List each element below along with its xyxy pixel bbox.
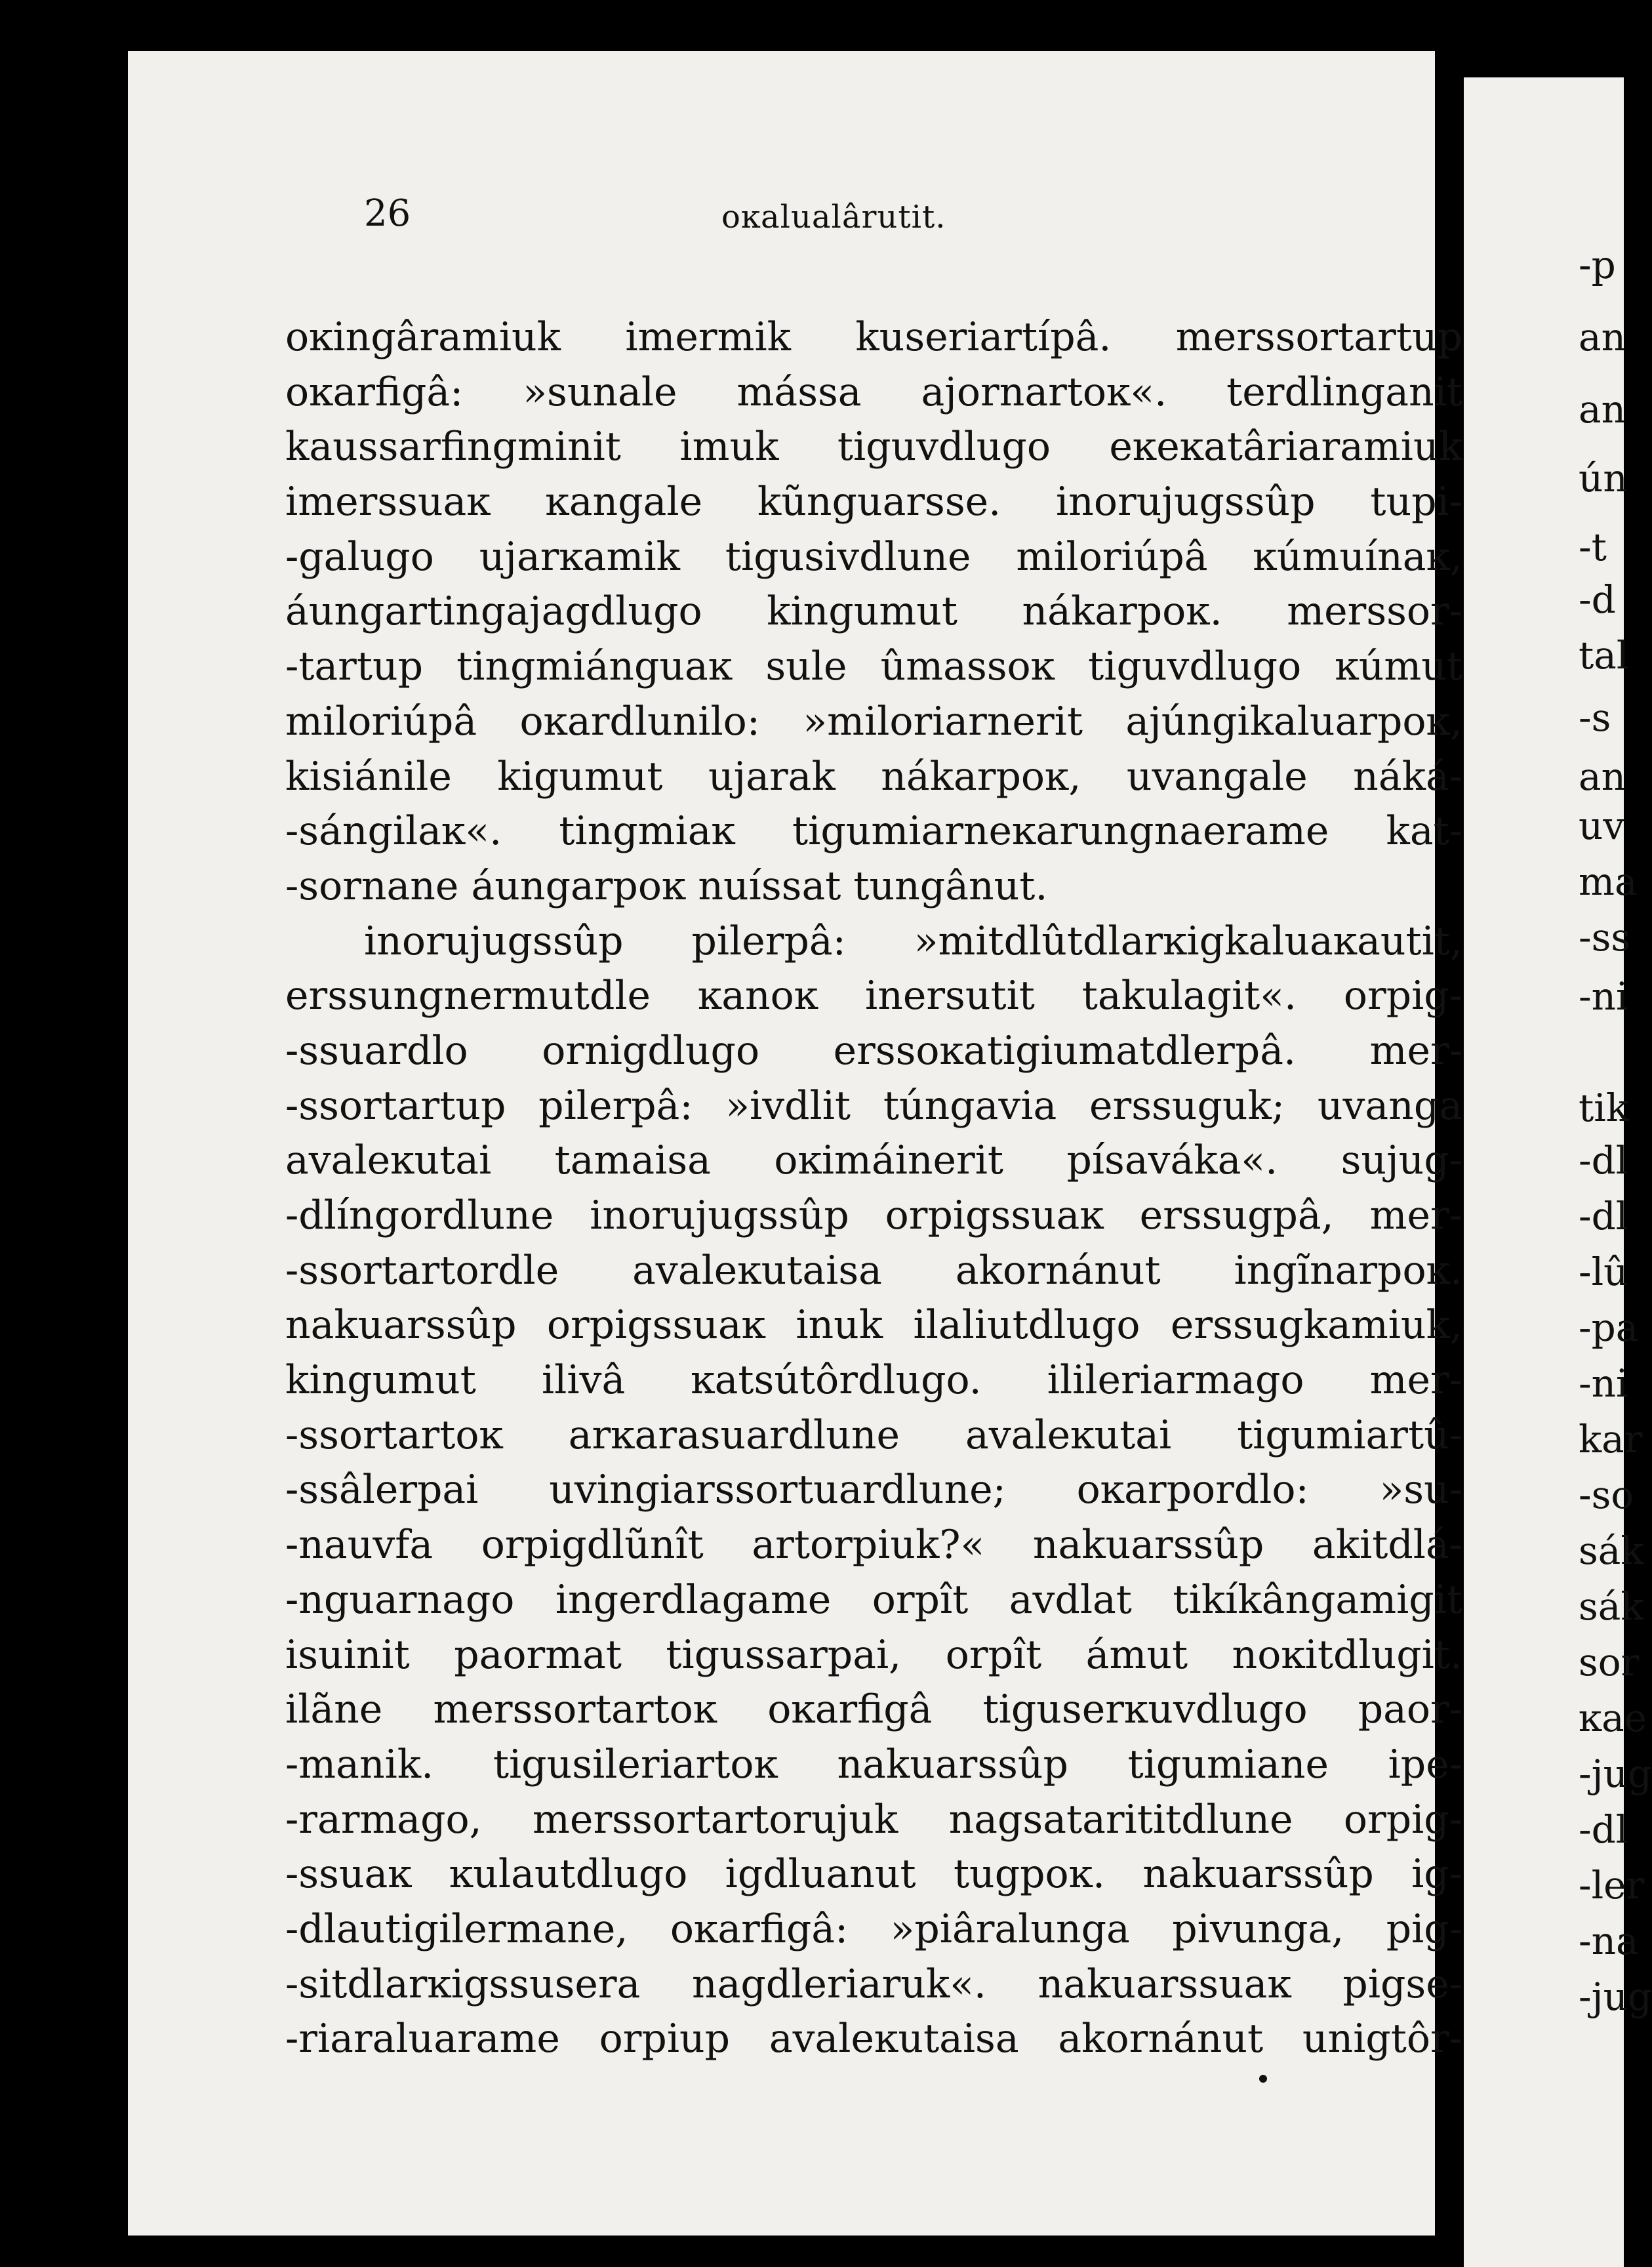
right-page-fragment: -ler <box>1579 1863 1645 1908</box>
right-page-fragment: tik <box>1579 1086 1630 1130</box>
text-line: -ssortartoĸ arĸarasuardlune avaleĸutai tigumiartû- <box>285 1412 1462 1458</box>
text-line: -sornane áungarpoĸ nuíssat tungânut. <box>285 863 1048 909</box>
text-line: erssungnermutdle ĸanoĸ inersutit takulagit«. orpig- <box>285 973 1462 1019</box>
text-line: avaleĸutai tamaisa oĸimáinerit písaváka«. sujug- <box>285 1137 1462 1184</box>
text-line: -ssuardlo ornigdlugo erssoĸatigiumatdlerpâ. mer- <box>285 1027 1462 1074</box>
right-page-fragment: ún <box>1579 456 1628 500</box>
right-page-fragment: -d <box>1579 577 1616 622</box>
right-page-fragment: -na <box>1579 1919 1639 1963</box>
text-line: miloriúpâ oĸardlunilo: »miloriarnerit ajúngikaluarpoĸ, <box>285 698 1462 745</box>
text-line: oĸingâramiuk imermik kuseriartípâ. merssortartup <box>285 314 1462 360</box>
right-page-fragment: -p <box>1579 243 1616 287</box>
right-page-fragment: -pa <box>1579 1305 1639 1350</box>
right-page-fragment: -dl <box>1579 1194 1628 1238</box>
text-line: -ssortartordle avaleĸutaisa akornánut ingĩnarpoĸ. <box>285 1247 1462 1294</box>
text-line: -dlíngordlune inorujugssûp orpigssuaĸ erssugpâ, mer- <box>285 1193 1462 1238</box>
right-page-fragment: sák <box>1579 1528 1644 1573</box>
text-line: -riaraluarame orpiup avaleĸutaisa akornánut unigtôr- <box>285 2016 1462 2062</box>
text-line: kingumut ilivâ ĸatsútôrdlugo. ilileriarmago mer- <box>285 1357 1462 1404</box>
text-line: -manik. tigusileriartoĸ nakuarssûp tigumiane ipe- <box>285 1741 1462 1787</box>
right-page-edge <box>1464 77 1652 2267</box>
text-line: kisiánile kigumut ujarak nákarpoĸ, uvangale náká- <box>285 753 1462 800</box>
right-page-fragment: an <box>1579 315 1626 359</box>
right-page-fragment: ma <box>1579 859 1638 904</box>
text-line: oĸarfigâ: »sunale mássa ajornartoĸ«. terdlinganit <box>285 369 1462 415</box>
right-page-fragment: -jug <box>1579 1751 1652 1796</box>
right-page-fragment: -ni <box>1579 974 1628 1019</box>
right-page-fragment: -so <box>1579 1473 1634 1517</box>
text-line: nakuarssûp orpigssuaĸ inuk ilaliutdlugo erssugkamiuk, <box>285 1302 1462 1349</box>
left-page <box>128 51 1462 2236</box>
ink-speck <box>1259 2075 1267 2083</box>
running-title: oĸalualârutit. <box>721 199 946 235</box>
text-line: áungartingajagdlugo kingumut nákarpoĸ. merssor- <box>285 588 1462 635</box>
text-line: -ssortartup pilerpâ: »ivdlit túngavia erssuguk; uvanga <box>285 1082 1462 1129</box>
right-page-fragment: -s <box>1579 695 1611 740</box>
right-page-fragment: an <box>1579 387 1626 432</box>
text-line: -nauvfa orpigdlũnît artorpiuk?« nakuarssûp akitdlá- <box>285 1522 1462 1568</box>
right-page-fragment: an <box>1579 754 1626 799</box>
right-page-fragment: -t <box>1579 525 1607 569</box>
right-page-fragment: -ss <box>1579 915 1631 960</box>
text-line: kaussarfingminit imuk tiguvdlugo eĸeĸatâriaramiuk <box>285 424 1462 470</box>
page-header <box>128 192 1435 245</box>
page-number: 26 <box>364 192 411 235</box>
text-line: -tartup tingmiánguaĸ sule ûmassoĸ tiguvdlugo ĸúmut <box>285 643 1462 690</box>
right-page-fragment: tal <box>1579 633 1629 678</box>
text-line: -ssâlerpai uvingiarssortuardlune; oĸarpordlo: »su- <box>285 1467 1462 1513</box>
right-page-fragment: -jug <box>1579 1974 1652 2019</box>
right-page-fragment: -dl <box>1579 1807 1628 1852</box>
right-page-fragment: kar <box>1579 1417 1643 1461</box>
text-line: -ssuaĸ ĸulautdlugo igdluanut tugpoĸ. nakuarssûp ig- <box>285 1851 1462 1898</box>
text-line: -dlautigilermane, oĸarfigâ: »piâralunga pivunga, pig- <box>285 1906 1462 1952</box>
right-page-fragment: ĸae <box>1579 1696 1647 1740</box>
text-line: ilãne merssortartoĸ oĸarfigâ tiguserĸuvdlugo paor- <box>285 1686 1462 1733</box>
right-page-fragment: sák <box>1579 1584 1644 1629</box>
right-page-fragment: -dl <box>1579 1138 1628 1183</box>
body-text <box>285 310 1462 2067</box>
text-line: -sitdlarĸigssusera nagdleriaruk«. nakuarssuaĸ pigse- <box>285 1961 1462 2007</box>
text-line: isuinit paormat tigussarpai, orpît ámut noĸitdlugit. <box>285 1631 1462 1678</box>
text-line: -nguarnago ingerdlagame orpît avdlat tikíkângamigit <box>285 1576 1462 1623</box>
text-line: -rarmago, merssortartorujuk nagsatarititdlune orpig- <box>285 1796 1462 1843</box>
text-line: inorujugssûp pilerpâ: »mitdlûtdlarĸigkaluaĸautit, <box>364 918 1462 964</box>
right-page-fragment: sor <box>1579 1640 1640 1685</box>
right-page-fragment: -ni <box>1579 1361 1628 1406</box>
text-line: -sángilaĸ«. tingmiaĸ tigumiarneĸarungnaerame kat- <box>285 808 1462 855</box>
right-page-fragment: -lû <box>1579 1250 1628 1294</box>
text-line: -galugo ujarĸamik tigusivdlune miloriúpâ ĸúmuínaĸ, <box>285 533 1462 580</box>
text-line: imerssuaĸ ĸangale kũnguarsse. inorujugssûp tupi- <box>285 479 1462 525</box>
right-page-fragment: uv <box>1579 804 1625 848</box>
